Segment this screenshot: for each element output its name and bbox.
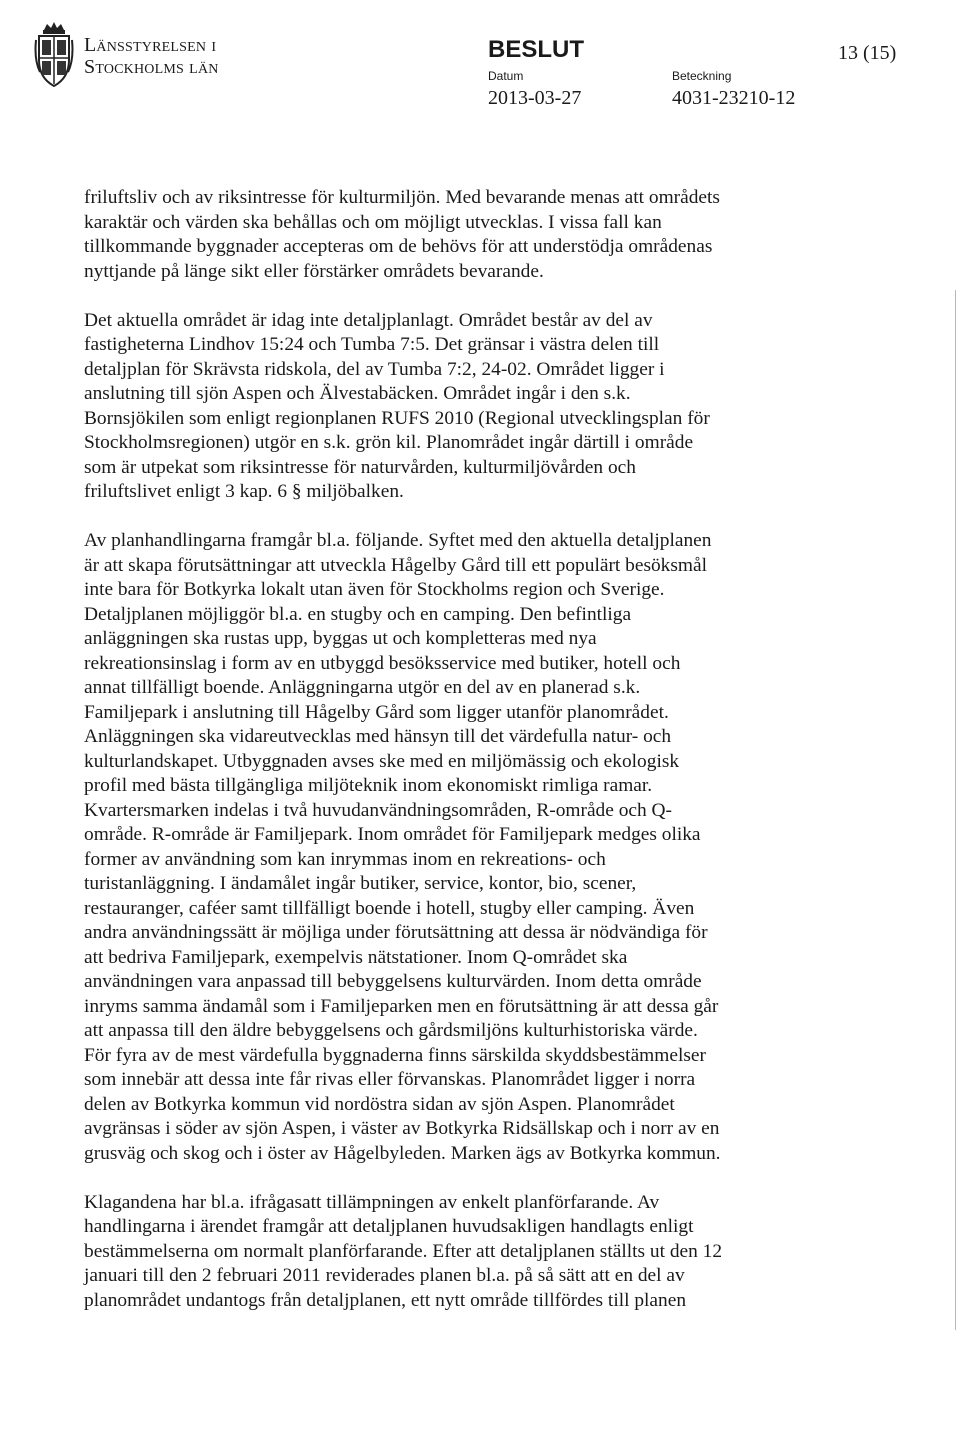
page-header bbox=[0, 0, 960, 110]
text-line: annat tillfälligt boende. Anläggningarna utgör en del av en planerad s.k. bbox=[84, 677, 641, 698]
text-line: Bornsjökilen som enligt regionplanen RUFS 2010 (Regional utvecklingsplan för bbox=[84, 407, 710, 429]
text-line: friluftslivet enligt 3 kap. 6 § miljöbalken. bbox=[84, 481, 404, 502]
text-line: Klagandena har bl.a. ifrågasatt tillämpningen av enkelt planförfarande. Av bbox=[84, 1191, 660, 1213]
paragraph bbox=[84, 1191, 884, 1314]
text-line: andra användningssätt är möjliga under förutsättning att dessa är nödvändiga för bbox=[84, 922, 708, 943]
text-line: För fyra av de mest värdefulla byggnaderna finns särskilda skyddsbestämmelser bbox=[84, 1044, 706, 1066]
page-number: 13 (15) bbox=[838, 42, 897, 64]
paragraph bbox=[84, 309, 884, 505]
text-line: användningen vara anpassad till bebyggelsens kulturvärden. Inom detta område bbox=[84, 971, 702, 992]
text-line: inryms samma ändamål som i Familjeparken men en förutsättning är att dessa går bbox=[84, 995, 719, 1017]
text-line: anslutning till sjön Aspen och Älvestabäcken. Området ingår i den s.k. bbox=[84, 383, 631, 404]
text-line: former av användning som kan inrymmas inom en rekreations- och bbox=[84, 848, 606, 870]
organization-name-line2: Stockholms län bbox=[84, 56, 219, 78]
text-line: Det aktuella området är idag inte detaljplanlagt. Området består av del av bbox=[84, 309, 653, 331]
organization-name-line1: Länsstyrelsen i bbox=[84, 34, 217, 56]
date-value: 2013-03-27 bbox=[488, 87, 582, 109]
organization-name bbox=[84, 34, 219, 78]
text-line: avgränsas i söder av sjön Aspen, i väster av Botkyrka Ridsällskap och i norr av en bbox=[84, 1118, 720, 1139]
text-line: tillkommande byggnader accepteras om de behövs för att understödja områdenas bbox=[84, 236, 713, 257]
reference-label: Beteckning bbox=[672, 69, 732, 83]
date-label: Datum bbox=[488, 69, 524, 83]
text-line: som innebär att dessa inte får rivas eller förvanskas. Planområdet ligger i norra bbox=[84, 1069, 696, 1090]
paragraph-spacer bbox=[84, 505, 884, 530]
reference-value: 4031-23210-12 bbox=[672, 87, 796, 109]
text-line: turistanläggning. I ändamålet ingår butiker, service, kontor, bio, scener, bbox=[84, 873, 637, 894]
text-line: friluftsliv och av riksintresse för kulturmiljön. Med bevarande menas att områdets bbox=[84, 187, 720, 208]
text-line: anläggningen ska rustas upp, byggas ut och kompletteras med nya bbox=[84, 628, 597, 649]
text-line: karaktär och värden ska behållas och om möjligt utvecklas. I vissa fall kan bbox=[84, 211, 662, 233]
text-line: fastigheterna Lindhov 15:24 och Tumba 7:5. Det gränsar i västra delen till bbox=[84, 334, 660, 355]
text-line: att bedriva Familjepark, exempelvis nätstationer. Inom Q-området ska bbox=[84, 946, 628, 968]
coat-of-arms-icon bbox=[34, 20, 74, 90]
text-line: planområdet undantogs från detaljplanen, ett nytt område tillfördes till planen bbox=[84, 1289, 687, 1311]
text-line: Av planhandlingarna framgår bl.a. följande. Syftet med den aktuella detaljplanen bbox=[84, 530, 712, 551]
text-line: januari till den 2 februari 2011 reviderades planen bl.a. på så sätt att en del av bbox=[84, 1265, 685, 1286]
text-line: område. R-område är Familjepark. Inom området för Familjepark medges olika bbox=[84, 824, 701, 845]
text-line: profil med bästa tillgängliga miljöteknik inom ekonomiskt rimliga ramar. bbox=[84, 775, 653, 796]
text-line: kulturlandskapet. Utbyggnaden avses ske med en miljömässig och ekologisk bbox=[84, 750, 680, 772]
text-line: bestämmelserna om normalt planförfarande. Efter att detaljplanen ställts ut den 12 bbox=[84, 1240, 723, 1262]
text-line: inte bara för Botkyrka lokalt utan även för Stockholms region och Sverige. bbox=[84, 579, 665, 600]
text-line: rekreationsinslag i form av en utbyggd besöksservice med butiker, hotell och bbox=[84, 652, 681, 674]
document-body bbox=[84, 186, 884, 1313]
text-line: nyttjande på länge sikt eller förstärker områdets bevarande. bbox=[84, 260, 544, 282]
paragraph-spacer bbox=[84, 1166, 884, 1191]
text-line: som är utpekat som riksintresse för naturvården, kulturmiljövården och bbox=[84, 456, 636, 478]
paragraph bbox=[84, 186, 884, 284]
text-line: delen av Botkyrka kommun vid nordöstra sidan av sjön Aspen. Planområdet bbox=[84, 1093, 675, 1115]
paragraph bbox=[84, 529, 884, 1166]
text-line: grusväg och skog och i öster av Hågelbyleden. Marken ägs av Botkyrka kommun. bbox=[84, 1142, 721, 1164]
margin-line bbox=[955, 290, 956, 1330]
text-line: Familjepark i anslutning till Hågelby Gård som ligger utanför planområdet. bbox=[84, 701, 669, 723]
text-line: restauranger, caféer samt tillfälligt boende i hotell, stugby eller camping. Även bbox=[84, 897, 695, 919]
text-line: Detaljplanen möjliggör bl.a. en stugby och en camping. Den befintliga bbox=[84, 603, 632, 625]
paragraph-spacer bbox=[84, 284, 884, 309]
text-line: Stockholmsregionen) utgör en s.k. grön kil. Planområdet ingår därtill i område bbox=[84, 432, 694, 453]
text-line: Kvartersmarken indelas i två huvudanvändningsområden, R-område och Q- bbox=[84, 799, 673, 821]
text-line: Anläggningen ska vidareutvecklas med hänsyn till det värdefulla natur- och bbox=[84, 726, 672, 747]
document-type: BESLUT bbox=[488, 36, 584, 63]
text-line: att anpassa till den äldre bebyggelsens och gårdsmiljöns kulturhistoriska värde. bbox=[84, 1020, 698, 1041]
text-line: handlingarna i ärendet framgår att detaljplanen huvudsakligen handlagts enligt bbox=[84, 1216, 694, 1237]
text-line: detaljplan för Skrävsta ridskola, del av Tumba 7:2, 24-02. Området ligger i bbox=[84, 358, 665, 380]
text-line: är att skapa förutsättningar att utveckla Hågelby Gård till ett populärt besöksmål bbox=[84, 554, 707, 576]
